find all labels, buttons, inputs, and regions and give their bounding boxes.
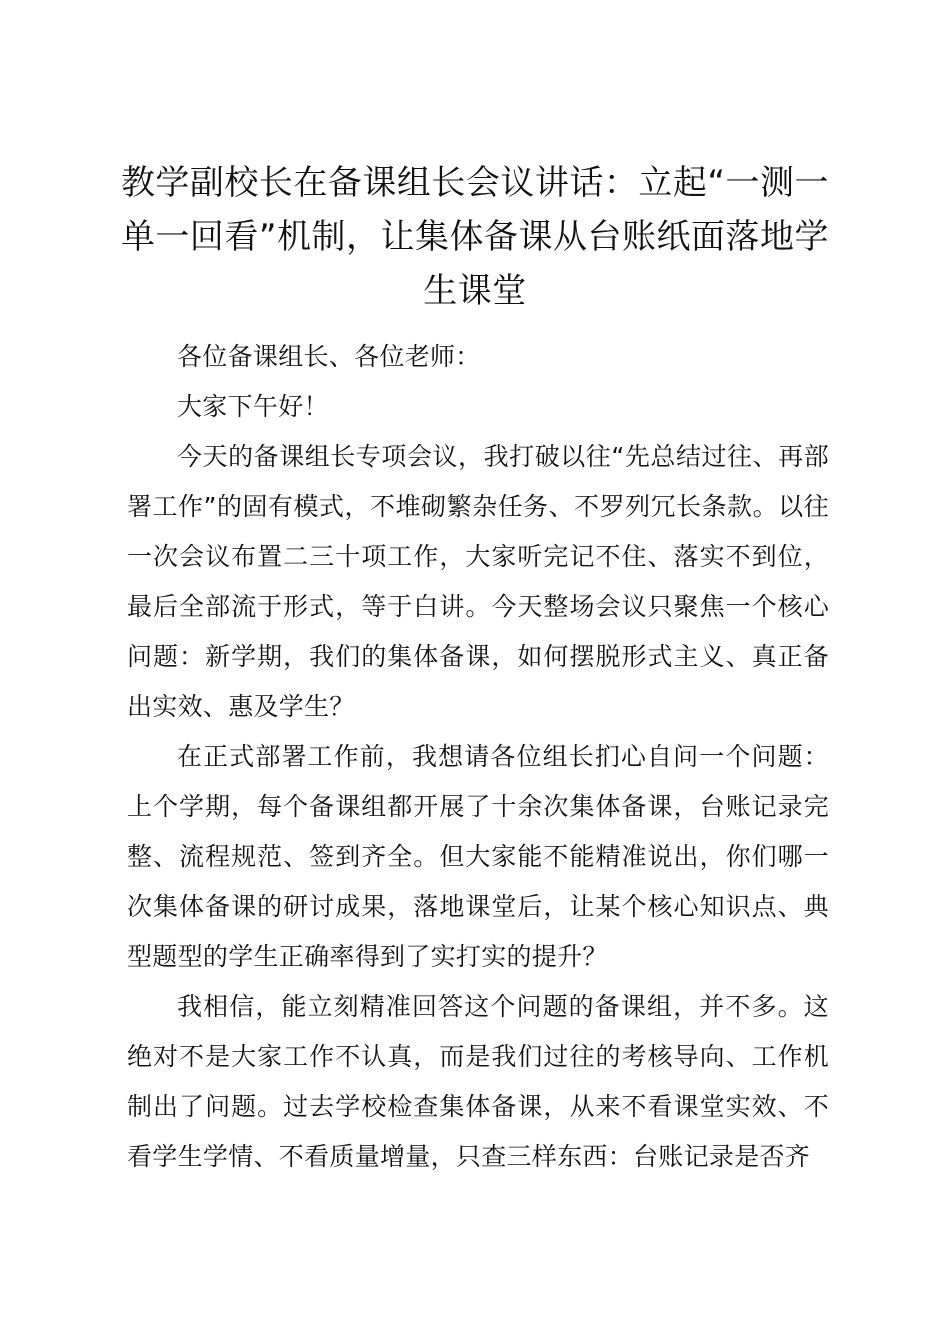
paragraph-1: 今天的备课组长专项会议，我打破以往“先总结过往、再部署工作”的固有模式，不堆砌繁杂任务、不罗列冗长条款。以往一次会议布置二三十项工作，大家听完记不住、落实不到位，最后全部流于形式，等于白讲。今天整场会议只聚焦一个核心问题：新学期，我们的集体备课，如何摆脱形式主义、真正备出实效、惠及学生？ [127, 442, 829, 721]
salutation: 各位备课组长、各位老师： [177, 342, 481, 371]
paragraph-3: 我相信，能立刻精准回答这个问题的备课组，并不多。这绝对不是大家工作不认真，而是我们过往的考核导向、工作机制出了问题。过去学校检查集体备课，从来不看课堂实效、不看学生学情、不看质量增量，只查三样东西：台账记录是否齐 [127, 992, 829, 1171]
document-title: 教学副校长在备课组长会议讲话：立起“一测一单一回看”机制，让集体备课从台账纸面落地学生课堂 [120, 163, 830, 311]
greeting: 大家下午好！ [177, 392, 329, 421]
document-body [127, 332, 829, 1182]
paragraph-2: 在正式部署工作前，我想请各位组长扪心自问一个问题：上个学期，每个备课组都开展了十余次集体备课，台账记录完整、流程规范、签到齐全。但大家能不能精准说出，你们哪一次集体备课的研讨成果，落地课堂后，让某个核心知识点、典型题型的学生正确率得到了实打实的提升？ [127, 742, 829, 971]
